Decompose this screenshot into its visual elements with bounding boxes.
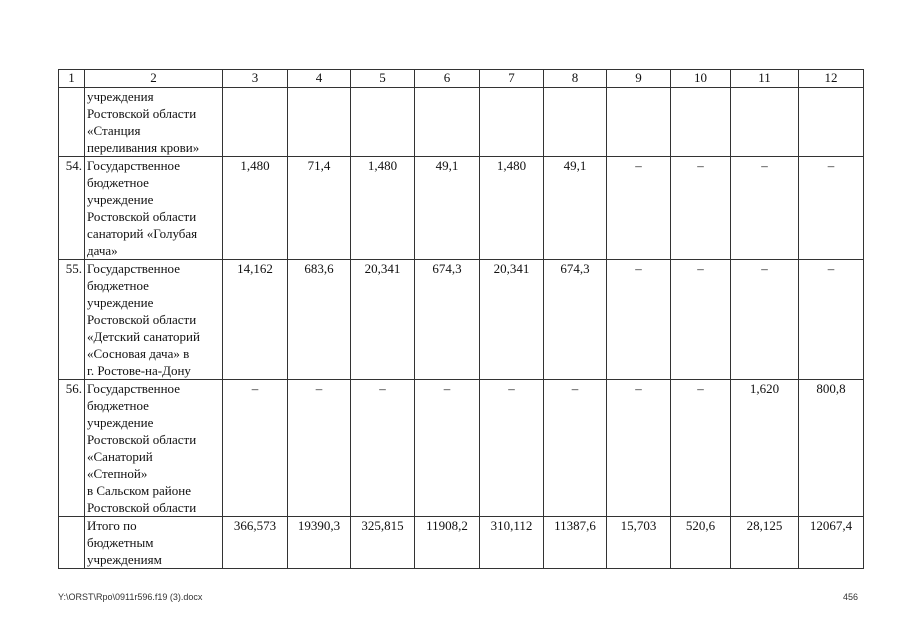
institution-name-line: в Сальском районе: [87, 483, 191, 498]
institution-name-line: «Сосновая дача» в: [87, 346, 190, 361]
value-col-3: [223, 88, 288, 157]
column-header-1: 1: [59, 70, 85, 88]
value-col-5: –: [351, 380, 415, 517]
institution-name: [85, 380, 223, 517]
table-row: [59, 157, 864, 260]
institution-name-line: учреждение: [87, 415, 154, 430]
table-row: [59, 517, 864, 569]
budget-table: [58, 69, 864, 569]
value-col-3: –: [223, 380, 288, 517]
value-col-10: 520,6: [671, 517, 731, 569]
column-header-6: 6: [415, 70, 480, 88]
value-col-12: 12067,4: [799, 517, 864, 569]
institution-name-line: Ростовской области: [87, 432, 197, 447]
column-header-3: 3: [223, 70, 288, 88]
column-header-10: 10: [671, 70, 731, 88]
value-col-3: 366,573: [223, 517, 288, 569]
value-col-10: –: [671, 260, 731, 380]
institution-name-line: г. Ростове-на-Дону: [87, 363, 191, 378]
column-number-header-row: [59, 70, 864, 88]
value-col-11: –: [731, 260, 799, 380]
table-row: [59, 260, 864, 380]
institution-name: [85, 517, 223, 569]
value-col-7: 1,480: [480, 157, 544, 260]
page-number: 456: [842, 592, 858, 602]
column-header-5: 5: [351, 70, 415, 88]
institution-name-line: бюджетное: [87, 278, 149, 293]
value-col-7: –: [480, 380, 544, 517]
institution-name: [85, 260, 223, 380]
institution-name-line: «Санаторий: [87, 449, 153, 464]
institution-name-line: учреждениям: [87, 552, 162, 567]
value-col-3: 1,480: [223, 157, 288, 260]
value-col-9: –: [607, 380, 671, 517]
institution-name-line: учреждение: [87, 295, 154, 310]
value-col-9: [607, 88, 671, 157]
institution-name-line: Ростовской области: [87, 209, 197, 224]
value-col-5: 1,480: [351, 157, 415, 260]
value-col-12: –: [799, 260, 864, 380]
column-header-9: 9: [607, 70, 671, 88]
value-col-4: –: [288, 380, 351, 517]
institution-name-line: Государственное: [87, 381, 180, 396]
value-col-4: 683,6: [288, 260, 351, 380]
value-col-7: [480, 88, 544, 157]
column-header-4: 4: [288, 70, 351, 88]
value-col-9: –: [607, 157, 671, 260]
value-col-12: [799, 88, 864, 157]
column-header-2: 2: [85, 70, 223, 88]
value-col-8: [544, 88, 607, 157]
value-col-4: 71,4: [288, 157, 351, 260]
institution-name-line: Ростовской области: [87, 312, 197, 327]
institution-name-line: санаторий «Голубая: [87, 226, 198, 241]
value-col-11: 28,125: [731, 517, 799, 569]
value-col-12: 800,8: [799, 380, 864, 517]
institution-name-line: Итого по: [87, 518, 137, 533]
table-row: [59, 88, 864, 157]
row-number: [59, 517, 85, 569]
value-col-3: 14,162: [223, 260, 288, 380]
institution-name-line: переливания крови»: [87, 140, 200, 155]
row-number: 56.: [59, 380, 85, 517]
value-col-8: 674,3: [544, 260, 607, 380]
institution-name-line: Ростовской области: [87, 106, 197, 121]
value-col-6: [415, 88, 480, 157]
value-col-6: 49,1: [415, 157, 480, 260]
table-body: [59, 70, 864, 569]
value-col-9: –: [607, 260, 671, 380]
column-header-11: 11: [731, 70, 799, 88]
value-col-8: 11387,6: [544, 517, 607, 569]
value-col-8: –: [544, 380, 607, 517]
institution-name-line: Государственное: [87, 261, 180, 276]
row-number: 54.: [59, 157, 85, 260]
institution-name-line: бюджетное: [87, 398, 149, 413]
institution-name: [85, 157, 223, 260]
institution-name-line: дача»: [87, 243, 118, 258]
value-col-8: 49,1: [544, 157, 607, 260]
document-file-path: Y:\ORST\Rpo\0911r596.f19 (3).docx: [58, 592, 203, 602]
institution-name-line: бюджетное: [87, 175, 149, 190]
institution-name-line: Государственное: [87, 158, 180, 173]
value-col-7: 310,112: [480, 517, 544, 569]
column-header-7: 7: [480, 70, 544, 88]
row-number: [59, 88, 85, 157]
column-header-8: 8: [544, 70, 607, 88]
table-row: [59, 380, 864, 517]
column-header-12: 12: [799, 70, 864, 88]
value-col-5: 325,815: [351, 517, 415, 569]
value-col-11: [731, 88, 799, 157]
institution-name-line: Ростовской области: [87, 500, 197, 515]
value-col-6: 11908,2: [415, 517, 480, 569]
value-col-9: 15,703: [607, 517, 671, 569]
value-col-6: –: [415, 380, 480, 517]
value-col-11: –: [731, 157, 799, 260]
value-col-4: [288, 88, 351, 157]
institution-name: [85, 88, 223, 157]
institution-name-line: «Степной»: [87, 466, 148, 481]
value-col-11: 1,620: [731, 380, 799, 517]
value-col-10: [671, 88, 731, 157]
institution-name-line: учреждение: [87, 192, 154, 207]
value-col-5: 20,341: [351, 260, 415, 380]
institution-name-line: «Детский санаторий: [87, 329, 200, 344]
row-number: 55.: [59, 260, 85, 380]
value-col-10: –: [671, 157, 731, 260]
institution-name-line: бюджетным: [87, 535, 154, 550]
value-col-10: –: [671, 380, 731, 517]
value-col-6: 674,3: [415, 260, 480, 380]
value-col-4: 19390,3: [288, 517, 351, 569]
value-col-5: [351, 88, 415, 157]
value-col-7: 20,341: [480, 260, 544, 380]
value-col-12: –: [799, 157, 864, 260]
institution-name-line: «Станция: [87, 123, 141, 138]
institution-name-line: учреждения: [87, 89, 154, 104]
